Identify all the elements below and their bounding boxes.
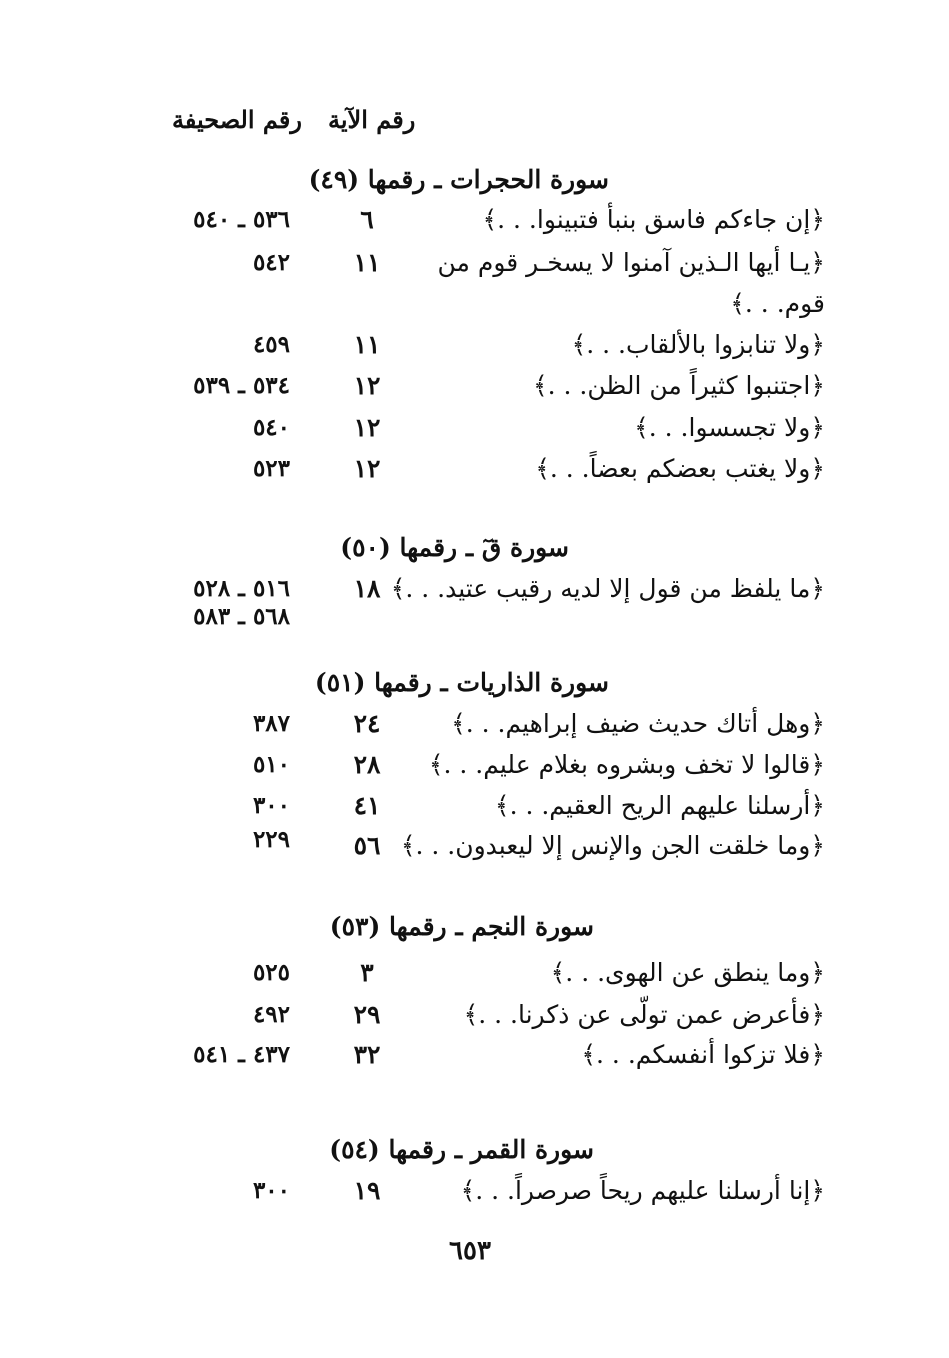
verse-excerpt: ﴿ما يلفظ من قول إلا لديه رقيب عتيد. . .﴾ bbox=[390, 574, 825, 603]
index-row bbox=[150, 704, 825, 744]
page-reference: ٤٣٧ ـ ٥٤١ bbox=[193, 1041, 290, 1068]
verse-excerpt: ﴿أرسلنا عليهم الريح العقيم. . .﴾ bbox=[494, 791, 825, 820]
page-number-column-header: رقم الصحيفة bbox=[172, 105, 302, 134]
verse-number: ١١ bbox=[353, 330, 381, 359]
index-row-continuation bbox=[150, 284, 825, 324]
page-reference: ٢٢٩ bbox=[252, 826, 290, 853]
verse-number: ١٨ bbox=[353, 574, 381, 603]
surah-heading: سورة قٓ ـ رقمها (٥٠) bbox=[340, 533, 569, 562]
verse-excerpt: ﴿ولا يغتب بعضكم بعضاً. . .﴾ bbox=[535, 454, 825, 483]
page-reference: ٣٠٠ bbox=[252, 1177, 290, 1204]
page-reference-continuation: ٥٦٨ ـ ٥٨٣ bbox=[193, 603, 290, 630]
verse-excerpt: ﴿إن جاءكم فاسق بنبأ فتبينوا. . .﴾ bbox=[482, 205, 825, 234]
verse-number: ٥٦ bbox=[353, 831, 381, 860]
surah-heading: سورة النجم ـ رقمها (٥٣) bbox=[329, 912, 594, 941]
verse-excerpt: ﴿وما ينطق عن الهوى. . .﴾ bbox=[550, 958, 825, 987]
index-row bbox=[150, 449, 825, 489]
verse-excerpt: ﴿وما خلقت الجن والإنس إلا ليعبدون. . .﴾ bbox=[400, 831, 825, 860]
index-row bbox=[150, 1035, 825, 1075]
page-reference: ٥٤٢ bbox=[252, 249, 290, 276]
verse-excerpt: ﴿فلا تزكوا أنفسكم. . .﴾ bbox=[581, 1040, 825, 1069]
verse-number: ١٢ bbox=[353, 454, 381, 483]
page-reference: ٥١٦ ـ ٥٢٨ bbox=[193, 575, 290, 602]
page-reference: ٣٠٠ bbox=[252, 792, 290, 819]
index-row bbox=[150, 200, 825, 240]
index-row bbox=[150, 366, 825, 406]
surah-heading: سورة الحجرات ـ رقمها (٤٩) bbox=[308, 165, 609, 194]
index-row bbox=[150, 408, 825, 448]
index-row bbox=[150, 953, 825, 993]
verse-number: ٢٤ bbox=[353, 709, 381, 738]
verse-number-column-header: رقم الآية bbox=[328, 105, 416, 134]
index-row bbox=[150, 826, 825, 866]
page-reference: ٤٩٢ bbox=[252, 1001, 290, 1028]
verse-number: ٣ bbox=[360, 958, 374, 987]
verse-number: ١٩ bbox=[353, 1176, 381, 1205]
page-reference: ٤٥٩ bbox=[252, 331, 290, 358]
index-row bbox=[150, 243, 825, 283]
index-row-continuation bbox=[150, 597, 825, 637]
verse-excerpt: ﴿إنا أرسلنا عليهم ريحاً صرصراً. . .﴾ bbox=[460, 1176, 825, 1205]
page-reference: ٥١٠ bbox=[252, 751, 290, 778]
index-row bbox=[150, 325, 825, 365]
index-row bbox=[150, 1171, 825, 1211]
verse-number: ٢٨ bbox=[353, 750, 381, 779]
page-reference: ٥٢٥ bbox=[252, 959, 290, 986]
page-reference: ٣٨٧ bbox=[252, 710, 290, 737]
verse-number: ٦ bbox=[360, 205, 374, 234]
verse-excerpt: ﴿يـا أيها الـذين آمنوا لا يسخـر قوم من bbox=[437, 248, 825, 277]
verse-number: ١٢ bbox=[353, 413, 381, 442]
verse-number: ١١ bbox=[353, 248, 381, 277]
verse-excerpt: ﴿ولا تجسسوا. . .﴾ bbox=[634, 413, 825, 442]
verse-excerpt: ﴿فأعرض عمن تولّى عن ذكرنا. . .﴾ bbox=[463, 1000, 825, 1029]
index-row bbox=[150, 745, 825, 785]
index-row bbox=[150, 995, 825, 1035]
verse-excerpt: ﴿وهل أتاك حديث ضيف إبراهيم. . .﴾ bbox=[451, 709, 825, 738]
page-number: ٦٥٣ bbox=[449, 1236, 491, 1266]
verse-number: ١٢ bbox=[353, 371, 381, 400]
verse-number: ٢٩ bbox=[353, 1000, 381, 1029]
verse-number: ٤١ bbox=[353, 791, 381, 820]
page-reference: ٥٣٤ ـ ٥٣٩ bbox=[193, 372, 290, 399]
verse-excerpt: ﴿ولا تنابزوا بالألقاب. . .﴾ bbox=[571, 330, 825, 359]
page-reference: ٥٤٠ bbox=[252, 414, 290, 441]
verse-excerpt: ﴿قالوا لا تخف وبشروه بغلام عليم. . .﴾ bbox=[428, 750, 825, 779]
surah-heading: سورة الذاريات ـ رقمها (٥١) bbox=[314, 668, 609, 697]
verse-number: ٣٢ bbox=[353, 1040, 381, 1069]
verse-excerpt: ﴿اجتنبوا كثيراً من الظن. . .﴾ bbox=[532, 371, 825, 400]
page-reference: ٥٣٦ ـ ٥٤٠ bbox=[193, 206, 290, 233]
page-reference: ٥٢٣ bbox=[252, 455, 290, 482]
verse-excerpt-continuation: قوم. . .﴾ bbox=[730, 289, 825, 318]
surah-heading: سورة القمر ـ رقمها (٥٤) bbox=[329, 1135, 594, 1164]
